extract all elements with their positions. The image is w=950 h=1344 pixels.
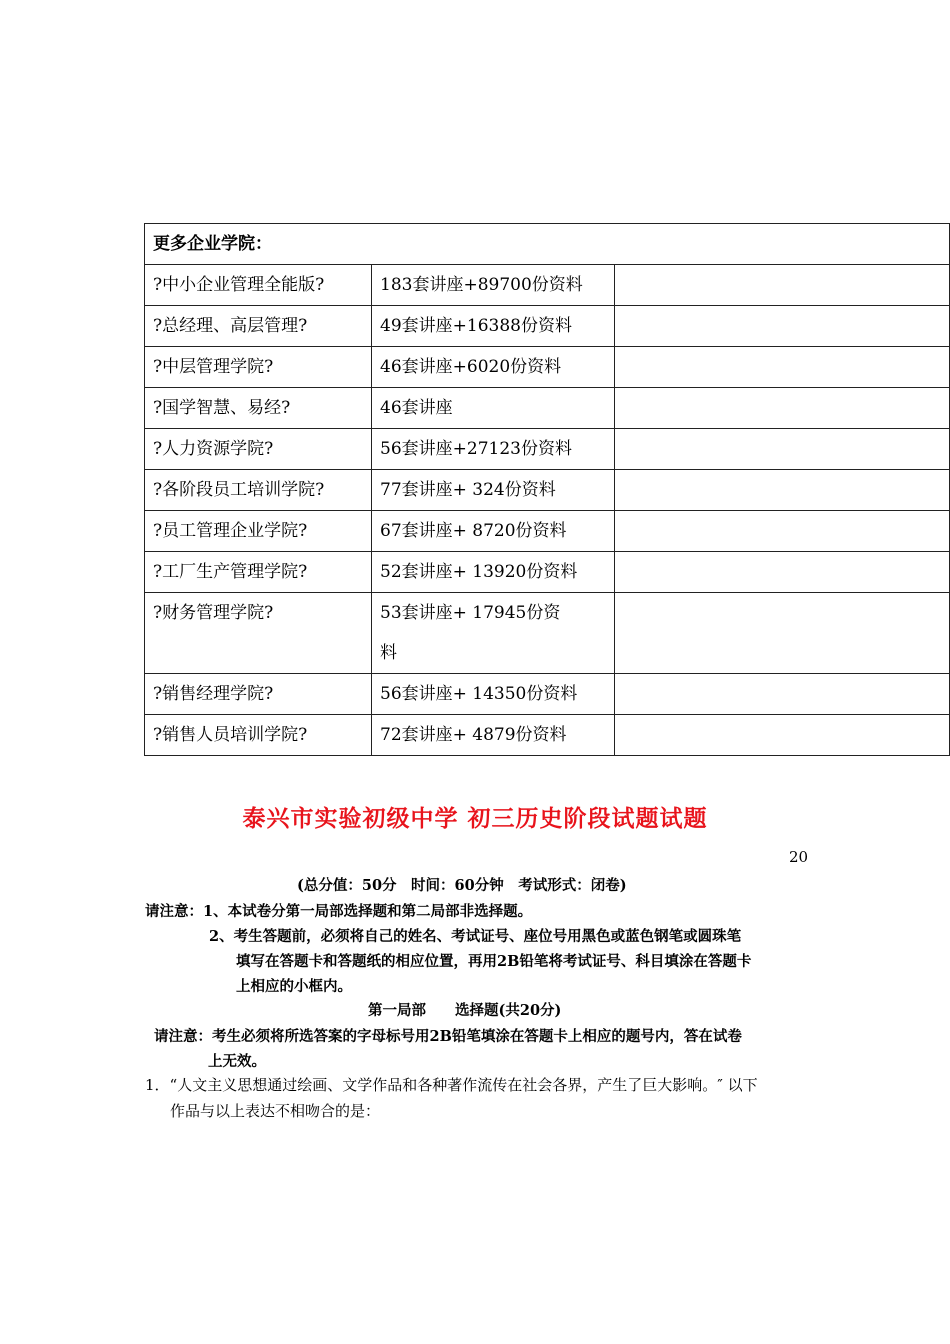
table-row <box>145 715 950 756</box>
academy-resources-text: 77套讲座+ 324份资料 <box>380 480 556 500</box>
exam-info: (总分值：50分 时间：60分钟 考试形式：闭卷) <box>297 877 627 894</box>
question-1-line-1: 1．“人文主义思想通过绘画、文学作品和各种著作流传在社会各界，产生了巨大影响。″ 以下 <box>145 1076 758 1094</box>
table-row <box>145 593 950 674</box>
academy-resources <box>372 593 615 674</box>
academy-resources <box>372 715 615 756</box>
academy-name: ?工厂生产管理学院? <box>145 552 372 593</box>
table-row <box>145 265 950 306</box>
table-row <box>145 511 950 552</box>
academy-resources <box>372 347 615 388</box>
academy-resources-text: 49套讲座+16388份资料 <box>380 316 572 336</box>
empty-cell <box>615 470 950 511</box>
academy-resources <box>372 429 615 470</box>
academy-resources <box>372 470 615 511</box>
notice-2-line-1: 2、考生答题前，必须将自己的姓名、考试证号、座位号用黑色或蓝色钢笔或圆珠笔 <box>209 928 742 945</box>
academy-resources-text: 56套讲座+ 14350份资料 <box>380 684 578 704</box>
academy-name: ?各阶段员工培训学院? <box>145 470 372 511</box>
empty-cell <box>615 674 950 715</box>
academy-name: ?财务管理学院? <box>145 593 372 674</box>
academy-name: ?国学智慧、易经? <box>145 388 372 429</box>
academy-resources <box>372 552 615 593</box>
notice-1: 请注意：1、本试卷分第一局部选择题和第二局部非选择题。 <box>145 903 533 920</box>
academy-resources-text: 56套讲座+27123份资料 <box>380 439 572 459</box>
academy-name: ?销售人员培训学院? <box>145 715 372 756</box>
academy-name: ?中层管理学院? <box>145 347 372 388</box>
academy-table <box>144 223 950 756</box>
academy-resources <box>372 388 615 429</box>
page-number: 20 <box>789 848 809 866</box>
question-1-line-2: 作品与以上表达不相吻合的是： <box>170 1102 381 1120</box>
academy-resources <box>372 511 615 552</box>
exam-title: 泰兴市实验初级中学 初三历史阶段试题试题 <box>242 806 708 832</box>
academy-name: ?销售经理学院? <box>145 674 372 715</box>
section-heading: 第一局部 选择题(共20分) <box>368 1002 562 1019</box>
table-header: 更多企业学院： <box>145 224 950 265</box>
academy-resources-text: 53套讲座+ 17945份资 <box>380 603 561 623</box>
academy-name: ?中小企业管理全能版? <box>145 265 372 306</box>
academy-resources <box>372 265 615 306</box>
table-row <box>145 552 950 593</box>
section-note-line-2: 上无效。 <box>208 1053 266 1070</box>
empty-cell <box>615 552 950 593</box>
academy-resources-text: 183套讲座+89700份资料 <box>380 275 583 295</box>
empty-cell <box>615 715 950 756</box>
table-row <box>145 470 950 511</box>
academy-resources <box>372 306 615 347</box>
academy-resources-text: 72套讲座+ 4879份资料 <box>380 725 567 745</box>
academy-name: ?员工管理企业学院? <box>145 511 372 552</box>
empty-cell <box>615 593 950 674</box>
academy-resources-text: 46套讲座 <box>380 398 453 418</box>
empty-cell <box>615 265 950 306</box>
empty-cell <box>615 347 950 388</box>
academy-resources-text: 52套讲座+ 13920份资料 <box>380 562 578 582</box>
empty-cell <box>615 306 950 347</box>
academy-resources-text: 67套讲座+ 8720份资料 <box>380 521 567 541</box>
section-note-line-1: 请注意：考生必须将所选答案的字母标号用2B铅笔填涂在答题卡上相应的题号内，答在试卷 <box>154 1028 742 1045</box>
notice-2-line-2: 填写在答题卡和答题纸的相应位置，再用2B铅笔将考试证号、科目填涂在答题卡 <box>236 953 752 970</box>
notice-2-line-3: 上相应的小框内。 <box>236 978 352 995</box>
empty-cell <box>615 388 950 429</box>
table-row <box>145 429 950 470</box>
academy-name: ?总经理、高层管理? <box>145 306 372 347</box>
academy-resources <box>372 674 615 715</box>
empty-cell <box>615 429 950 470</box>
table-row <box>145 347 950 388</box>
academy-resources-text-cont: 料 <box>380 643 397 663</box>
academy-resources-text: 46套讲座+6020份资料 <box>380 357 562 377</box>
empty-cell <box>615 511 950 552</box>
academy-name: ?人力资源学院? <box>145 429 372 470</box>
table-header-row <box>145 224 950 265</box>
table-row <box>145 674 950 715</box>
table-row <box>145 306 950 347</box>
table-row <box>145 388 950 429</box>
